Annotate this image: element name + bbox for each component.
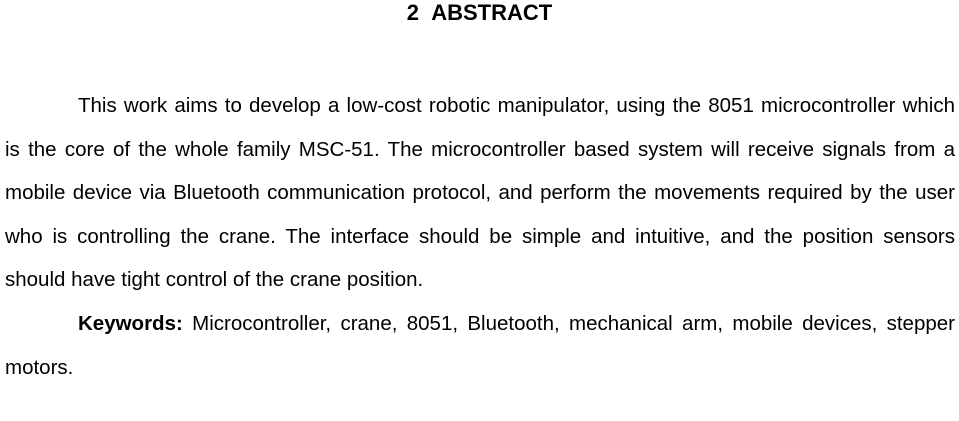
abstract-body	[5, 84, 955, 389]
keywords-paragraph	[5, 302, 955, 389]
section-heading	[0, 0, 959, 26]
keywords-text: Microcontroller, crane, 8051, Bluetooth, mechanical arm, mobile devices, stepper motors.	[5, 311, 955, 379]
section-number: 2	[406, 0, 419, 25]
section-title: ABSTRACT	[431, 0, 553, 25]
abstract-paragraph: This work aims to develop a low-cost robotic manipulator, using the 8051 microcontroller which is the core of the whole family MSC-51. The microcontroller based system will receive signals from a mobile device via Bluetooth communication protocol, and perform the movements required by the user who is controlling the crane. The interface should be simple and intuitive, and the position sensors should have tight control of the crane position.	[5, 94, 955, 292]
keywords-label: Keywords:	[78, 311, 183, 335]
